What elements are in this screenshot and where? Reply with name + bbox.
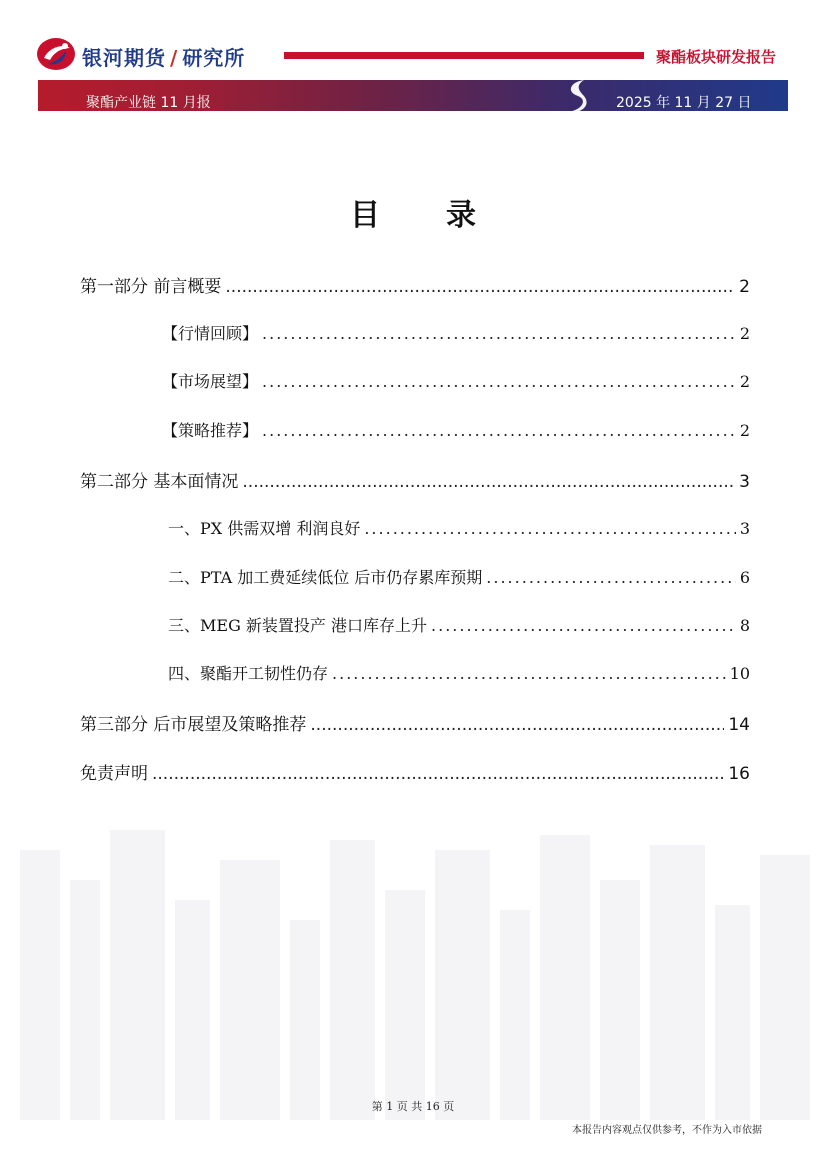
- toc-entry-page: 2: [739, 372, 750, 391]
- toc-leader: [262, 372, 736, 391]
- toc-entry-label: 第二部分 基本面情况: [80, 472, 239, 492]
- toc-entry-part2[interactable]: [80, 467, 750, 491]
- header-rule: [284, 52, 644, 59]
- report-date: 2025 年 11 月 27 日: [616, 95, 752, 111]
- toc-entry-page: 8: [739, 616, 750, 635]
- skyline-watermark: [0, 820, 826, 1120]
- toc-leader: [225, 277, 735, 297]
- report-type: 聚酯板块研发报告: [656, 48, 777, 66]
- page-indicator: 第 1 页 共 16 页: [371, 1100, 455, 1113]
- galaxy-futures-logo-icon: [36, 36, 76, 72]
- toc-leader: [262, 421, 736, 440]
- toc-leader: [242, 472, 735, 492]
- brand-title: [82, 42, 245, 71]
- brand-separator: /: [170, 46, 179, 70]
- toc-entry-pta[interactable]: [168, 565, 750, 589]
- brand-name: 银河期货: [82, 46, 166, 70]
- page-header: [0, 0, 826, 115]
- toc-entry-label: 【策略推荐】: [162, 421, 259, 440]
- toc-entry-market-review[interactable]: [162, 321, 750, 345]
- toc-entry-label: 三、MEG 新装置投产 港口库存上升: [168, 616, 428, 635]
- toc-entry-meg[interactable]: [168, 613, 750, 637]
- toc-leader: [152, 764, 724, 784]
- toc-leader: [332, 664, 726, 683]
- toc-entry-polyester[interactable]: [168, 661, 750, 685]
- toc-entry-strategy[interactable]: [162, 418, 750, 442]
- toc-leader: [486, 568, 736, 587]
- toc-entry-part1[interactable]: [80, 272, 750, 296]
- toc-entry-page: 6: [739, 568, 750, 587]
- report-title: 聚酯产业链 11 月报: [86, 95, 211, 111]
- toc-entry-label: 【行情回顾】: [162, 324, 259, 343]
- toc-entry-part3[interactable]: [80, 710, 750, 734]
- toc-entry-label: 第一部分 前言概要: [80, 277, 222, 297]
- toc-entry-page: 3: [739, 472, 750, 492]
- toc-entry-page: 10: [729, 664, 750, 683]
- disclaimer-note: 本报告内容观点仅供参考，不作为入市依据: [572, 1125, 762, 1136]
- toc-entry-page: 2: [739, 277, 750, 297]
- toc-entry-page: 16: [728, 764, 750, 784]
- toc-leader: [262, 324, 736, 343]
- toc-leader: [431, 616, 736, 635]
- toc-title: 目 录: [350, 198, 494, 233]
- toc-entry-px[interactable]: [168, 516, 750, 540]
- toc-entry-label: 一、PX 供需双增 利润良好: [168, 519, 361, 538]
- brand-sub: 研究所: [182, 46, 246, 70]
- toc-entry-label: 【市场展望】: [162, 372, 259, 391]
- toc-entry-page: 14: [728, 715, 750, 735]
- toc-entry-page: 2: [739, 324, 750, 343]
- toc-entry-label: 免责声明: [80, 764, 148, 784]
- toc-entry-disclaimer[interactable]: [80, 759, 750, 783]
- toc-entry-page: 2: [739, 421, 750, 440]
- toc-leader: [310, 715, 724, 735]
- toc-entry-label: 第三部分 后市展望及策略推荐: [80, 715, 307, 735]
- galaxy-swoosh-icon: [560, 76, 596, 116]
- toc-entry-page: 3: [739, 519, 750, 538]
- toc-entry-market-outlook[interactable]: [162, 369, 750, 393]
- toc-entry-label: 二、PTA 加工费延续低位 后市仍存累库预期: [168, 568, 483, 587]
- toc-entry-label: 四、聚酯开工韧性仍存: [168, 664, 329, 683]
- toc-leader: [364, 519, 735, 538]
